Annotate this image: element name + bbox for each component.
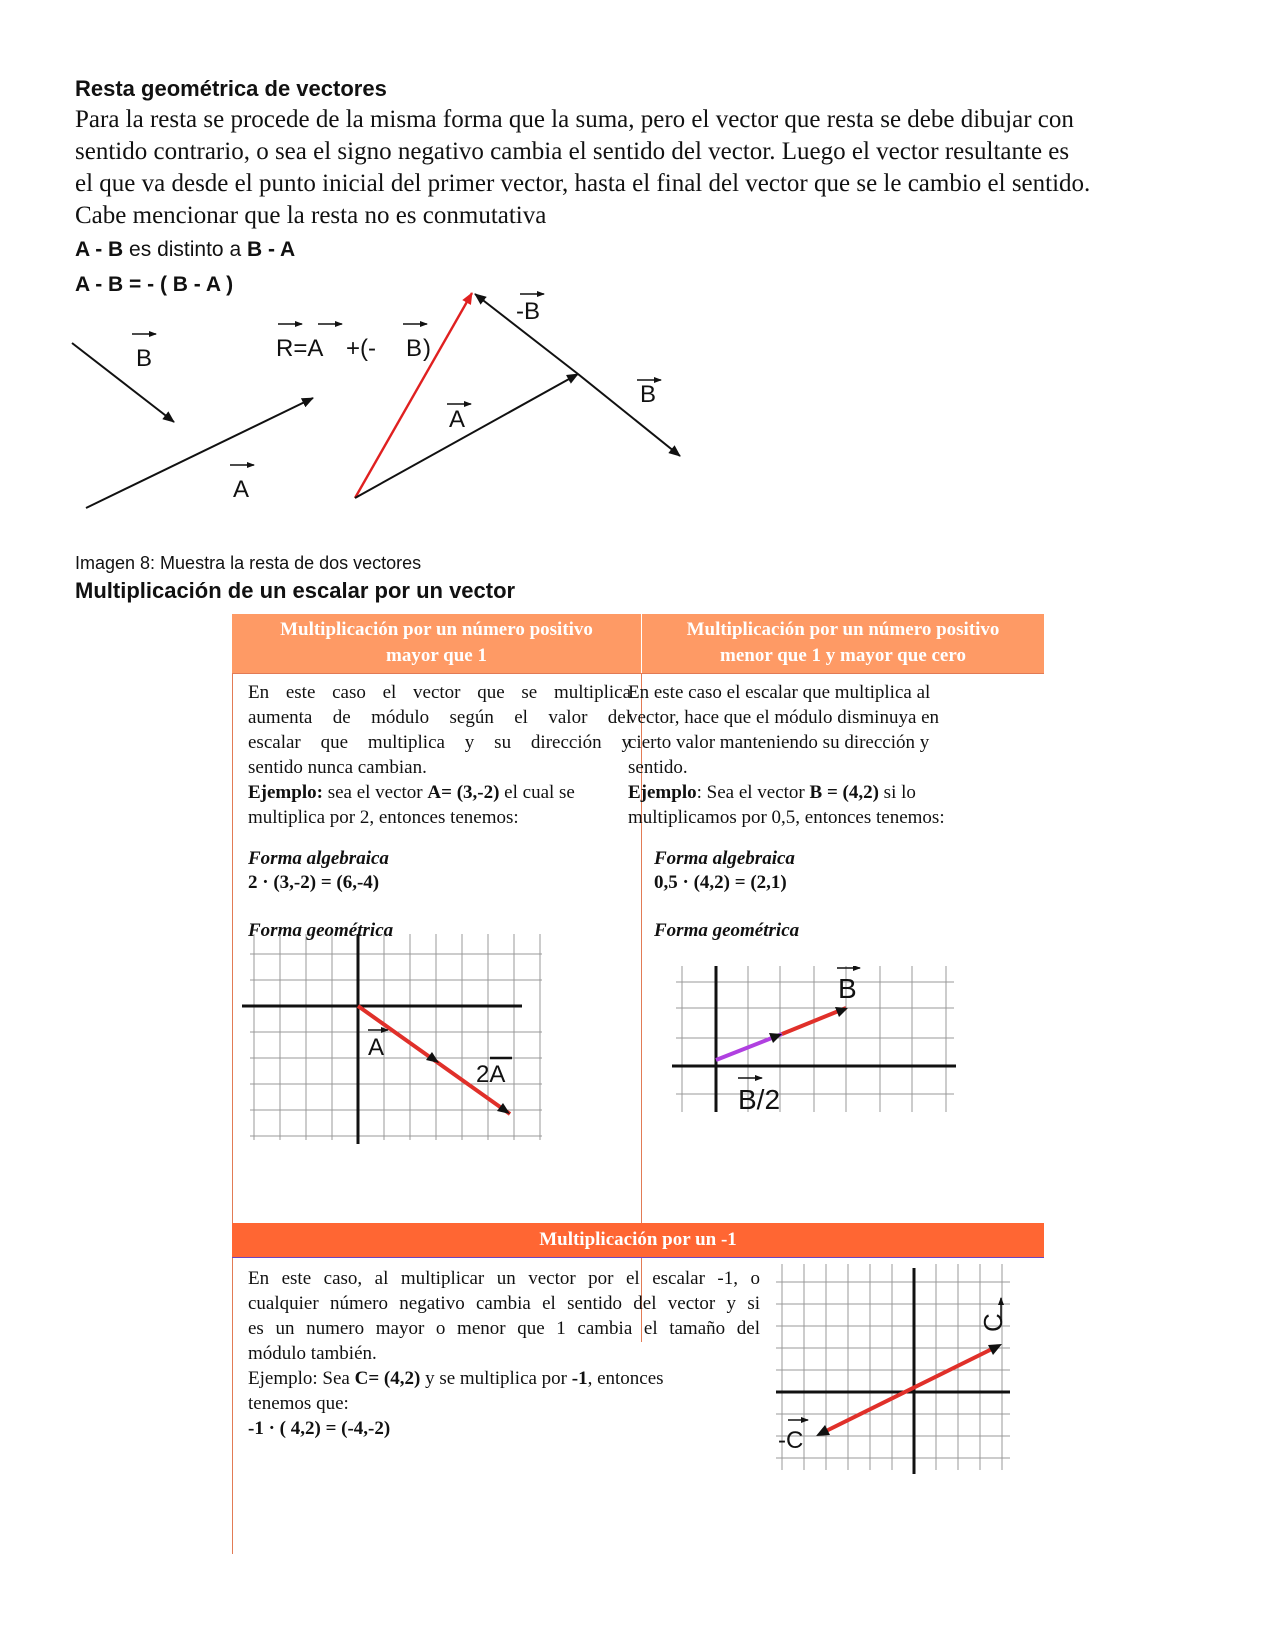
header-row2: Multiplicación por un -1 [232,1223,1044,1257]
section-title-resta: Resta geométrica de vectores [75,76,387,101]
row2-body [248,1266,760,1441]
col1-alg-title: Forma algebraica [248,848,389,869]
header-line: menor que 1 y mayor que cero [720,645,966,666]
border-left [232,673,233,1554]
example-label: Ejemplo [628,782,697,803]
col2-alg-expr: 0,5 · (4,2) = (2,1) [654,872,787,893]
label-b-right: B [640,381,657,408]
body-line: sentido. [628,757,688,778]
vector-b-left [72,343,174,422]
example-label: Ejemplo: [248,782,323,803]
figure-caption: Imagen 8: Muestra la resta de dos vectores [75,553,422,573]
rule-a: A - B [75,238,124,261]
header-line: Multiplicación por un número positivo [280,619,593,640]
graph-label-2a: 2A [476,1061,506,1088]
graph-b-half [672,966,972,1126]
border-row2 [232,1257,1044,1258]
example-c: C= [354,1368,380,1389]
header-line: Multiplicación por un número positivo [686,619,1000,640]
rule-identity: A - B = - ( B - A ) [75,273,234,296]
example-line [248,780,631,805]
graph-label-b-half: B/2 [738,1084,781,1115]
body-line: aumenta de módulo según el valor del [248,707,631,728]
label-plus-neg: +(- [346,335,376,362]
example-text: : Sea el vector [696,782,810,803]
label-b-left: B [136,345,153,372]
example-line [248,1366,760,1391]
body-line: sentido nunca cambian. [248,757,427,778]
example-text: Ejemplo: Sea [248,1368,355,1389]
vector-a-left [86,398,313,508]
rule-b: B - A [246,238,296,261]
border-header [232,673,1044,674]
example-text: el cual se [499,782,575,803]
body-line: cierto valor manteniendo su dirección y [628,732,930,753]
col1-geo-title: Forma geométrica [248,920,394,941]
col2-body [628,680,1028,830]
example-line2: tenemos que: [248,1393,349,1414]
example-text: y se multiplica por [420,1368,572,1389]
body-line: vector, hace que el módulo disminuya en [628,707,940,728]
example-text: si lo [878,782,916,803]
body-line: escalar que multiplica y su dirección y [248,732,631,753]
body-line: es un numero mayor o menor que 1 cambia el tamaño del [248,1318,760,1339]
example-line2: multiplicamos por 0,5, entonces tenemos: [628,807,945,828]
col1-body [248,680,631,830]
header-line: mayor que 1 [386,645,487,666]
paragraph-resta [75,104,1205,232]
paragraph-line: Para la resta se procede de la misma forma que la suma, pero el vector que resta se debe dibujar con [75,106,1074,133]
col2-geo-title: Forma geométrica [654,920,800,941]
col1-alg-expr: 2 · (3,-2) = (6,-4) [248,872,380,893]
graph-label-neg-c: -C [778,1427,804,1454]
vector-c-segment [820,1346,998,1434]
body-line: En este caso el escalar que multiplica al [628,682,931,703]
label-r-eq-a: R=A [276,335,324,362]
label-a-left: A [233,476,250,503]
result-expr: -1 · ( 4,2) = (-4,-2) [248,1418,391,1439]
paragraph-line: Cabe mencionar que la resta no es conmutativa [75,202,547,229]
graph-label-a: A [368,1034,385,1061]
header-col1 [232,614,641,673]
vector-a-mid [355,374,578,498]
example-vector: B = (4,2) [809,782,879,803]
paragraph-line: el que va desde el punto inicial del primer vector, hasta el final del vector que se le cambio el sentido. [75,170,1091,197]
body-line: En este caso el vector que se multiplica [248,682,631,703]
example-text: sea el vector [322,782,428,803]
example-line2: multiplica por 2, entonces tenemos: [248,807,519,828]
rule-mid: es distinto a [123,238,247,261]
graph-label-c: C [978,1313,1008,1332]
paragraph-line: sentido contrario, o sea el signo negativo cambia el sentido del vector. Luego el vector resultante es [75,138,1070,165]
example-neg: -1 [571,1368,588,1389]
label-a-mid: A [449,406,466,433]
vector-b-right [578,374,680,456]
body-line: módulo también. [248,1343,377,1364]
example-line [628,780,1028,805]
example-val: (4,2) [379,1368,421,1389]
vector-subtraction-figure [60,290,700,520]
header-col2 [642,614,1044,673]
body-line: En este caso, al multiplicar un vector por el escalar -1, o [248,1268,760,1289]
graph-label-b: B [838,973,857,1004]
body-line: cualquier número negativo cambia el sentido del vector y si [248,1293,760,1314]
graph-2a [242,934,542,1144]
multiplication-table [232,614,1044,1554]
label-close-paren: ) [423,335,431,362]
label-neg-b: -B [516,298,540,325]
example-vector: A= (3,-2) [427,782,500,803]
graph-neg-c [776,1264,1016,1474]
label-b-mid: B [406,335,423,362]
rule-non-commutative [75,238,295,262]
section-title-multiplicacion: Multiplicación de un escalar por un vector [75,578,516,603]
example-text: , entonces [587,1368,664,1389]
col2-alg-title: Forma algebraica [654,848,795,869]
